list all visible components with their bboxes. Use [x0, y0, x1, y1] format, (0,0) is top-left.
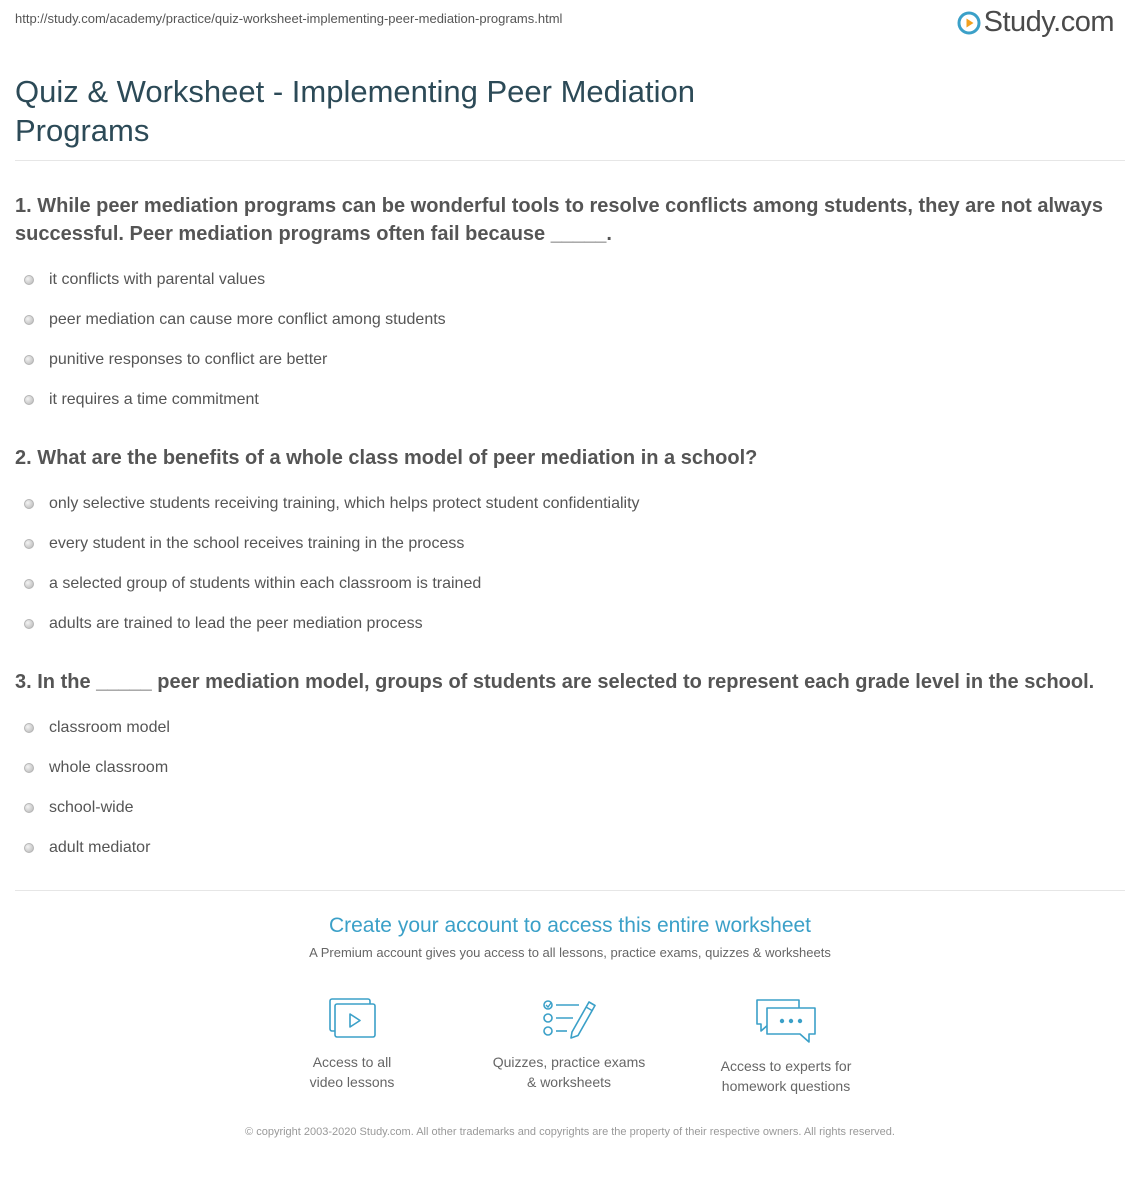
- question-text: 1. While peer mediation programs can be wonderful tools to resolve conflicts among students, they are not always successful. Peer mediation programs often fail because _____.: [15, 195, 1104, 245]
- radio-icon[interactable]: [24, 803, 34, 813]
- option-label: school-wide: [49, 799, 134, 816]
- quiz-checklist-icon: [539, 996, 599, 1042]
- cta-subtitle: A Premium account gives you access to all lessons, practice exams, quizzes & worksheets: [309, 945, 831, 960]
- feature-label-line: Access to experts for: [720, 1058, 852, 1074]
- radio-icon[interactable]: [24, 539, 34, 549]
- question-3: [15, 668, 1125, 868]
- feature-label-line: video lessons: [309, 1074, 395, 1090]
- cta-divider: [15, 890, 1125, 891]
- radio-icon[interactable]: [24, 275, 34, 285]
- radio-icon[interactable]: [24, 315, 34, 325]
- feature-video-lessons: [262, 996, 442, 1092]
- option-label: classroom model: [49, 719, 170, 736]
- question-1: [15, 192, 1125, 420]
- create-account-link[interactable]: Create your account to access this entire worksheet: [328, 914, 812, 937]
- radio-icon[interactable]: [24, 355, 34, 365]
- option-label: a selected group of students within each classroom is trained: [49, 575, 482, 592]
- video-lessons-icon: [322, 996, 382, 1042]
- feature-label-line: Access to all: [312, 1054, 392, 1070]
- option-label: adult mediator: [49, 839, 151, 856]
- feature-label-line: homework questions: [721, 1078, 851, 1094]
- answer-option[interactable]: [15, 816, 1125, 868]
- title-divider: [15, 160, 1125, 161]
- radio-icon[interactable]: [24, 843, 34, 853]
- logo-text: Study.com: [983, 6, 1114, 38]
- option-label: every student in the school receives training in the process: [49, 535, 465, 552]
- radio-icon[interactable]: [24, 579, 34, 589]
- feature-label-line: Quizzes, practice exams: [492, 1054, 646, 1070]
- radio-icon[interactable]: [24, 619, 34, 629]
- option-label: whole classroom: [49, 759, 169, 776]
- feature-quizzes: [479, 996, 659, 1092]
- question-text: 2. What are the benefits of a whole class model of peer mediation in a school?: [15, 447, 758, 469]
- answer-option[interactable]: [15, 368, 1125, 420]
- option-label: peer mediation can cause more conflict among students: [49, 311, 446, 328]
- radio-icon[interactable]: [24, 395, 34, 405]
- page-title: Quiz & Worksheet - Implementing Peer Mediation Programs: [15, 74, 696, 148]
- chat-bubbles-icon: [753, 996, 819, 1046]
- study-logo[interactable]: [957, 6, 1114, 39]
- feature-label-line: & worksheets: [526, 1074, 612, 1090]
- question-text: 3. In the _____ peer mediation model, groups of students are selected to represent each grade level in the school.: [15, 671, 1095, 693]
- answer-option[interactable]: [15, 592, 1125, 644]
- feature-experts: [696, 996, 876, 1096]
- page-url: http://study.com/academy/practice/quiz-worksheet-implementing-peer-mediation-programs.html: [15, 11, 563, 26]
- option-label: it requires a time commitment: [49, 391, 259, 408]
- option-label: punitive responses to conflict are better: [49, 351, 328, 368]
- radio-icon[interactable]: [24, 763, 34, 773]
- option-label: adults are trained to lead the peer mediation process: [49, 615, 423, 632]
- radio-icon[interactable]: [24, 723, 34, 733]
- play-logo-icon: [957, 11, 981, 35]
- option-label: only selective students receiving training, which helps protect student confidentiality: [49, 495, 640, 512]
- question-2: [15, 444, 1125, 644]
- copyright-footer: © copyright 2003-2020 Study.com. All other trademarks and copyrights are the property of their respective owners. All rights reserved.: [245, 1126, 895, 1138]
- option-label: it conflicts with parental values: [49, 271, 266, 288]
- radio-icon[interactable]: [24, 499, 34, 509]
